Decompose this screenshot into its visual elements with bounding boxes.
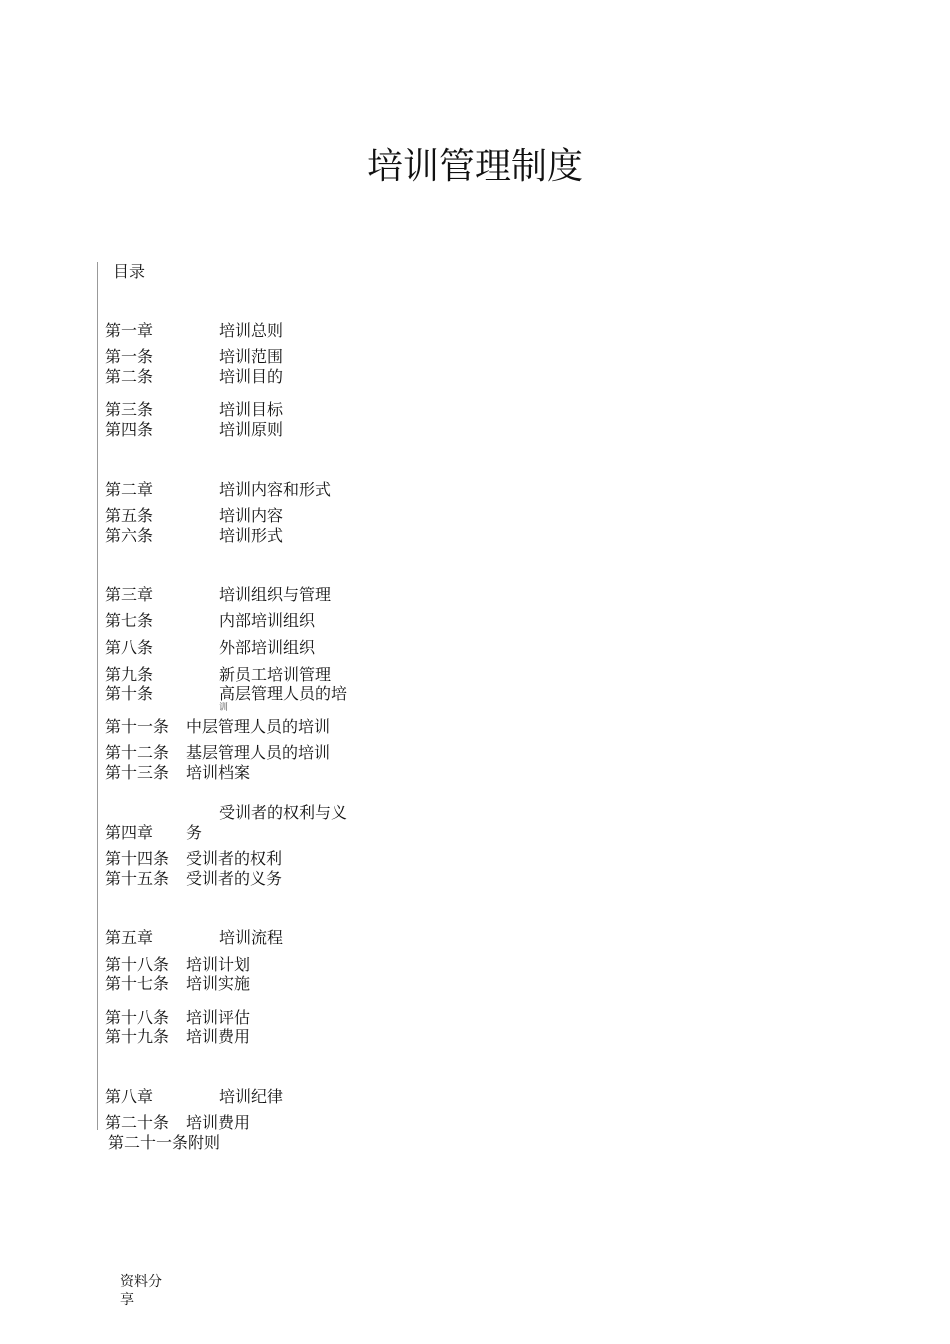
toc-article-title: 高层管理人员的培 — [219, 684, 348, 703]
toc-article-number: 第十四条 — [105, 849, 170, 868]
toc-article-title: 培训原则 — [219, 420, 284, 439]
toc-article-title: 培训形式 — [219, 526, 284, 545]
toc-article-title-overflow: 训 — [219, 703, 229, 713]
toc-article-title: 附则 — [188, 1133, 221, 1152]
toc-article-title: 受训者的义务 — [186, 869, 283, 888]
document-title: 培训管理制度 — [366, 146, 583, 187]
toc-article-number: 第十八条 — [105, 1008, 170, 1027]
toc-article-number: 第五条 — [105, 506, 154, 525]
toc-article-title: 培训计划 — [186, 955, 251, 974]
toc-article-title: 培训目的 — [219, 367, 284, 386]
toc-chapter-number: 第五章 — [105, 928, 154, 947]
page-footer — [120, 1273, 162, 1309]
toc-chapter-title: 培训总则 — [219, 321, 284, 340]
toc-chapter-title: 培训流程 — [219, 928, 284, 947]
toc-heading: 目录 — [113, 262, 146, 281]
toc-article-number: 第十七条 — [105, 974, 170, 993]
toc-article-number: 第三条 — [105, 400, 154, 419]
toc-margin-rule — [97, 262, 98, 1130]
toc-article-title: 外部培训组织 — [219, 638, 316, 657]
toc-chapter-title: 受训者的权利与义 — [219, 803, 348, 822]
toc-article-number: 第九条 — [105, 665, 154, 684]
toc-article-number: 第八条 — [105, 638, 154, 657]
toc-article-title: 培训费用 — [186, 1027, 251, 1046]
toc-article-title: 培训范围 — [219, 347, 284, 366]
toc-chapter-number: 第八章 — [105, 1087, 154, 1106]
toc-article-title: 培训目标 — [219, 400, 284, 419]
footer-line: 享 — [120, 1292, 134, 1308]
toc-article-number: 第七条 — [105, 611, 154, 630]
toc-article-title: 内部培训组织 — [219, 611, 316, 630]
toc-article-title: 中层管理人员的培训 — [186, 717, 331, 736]
toc-article-title: 培训内容 — [219, 506, 284, 525]
toc-article-title: 基层管理人员的培训 — [186, 743, 331, 762]
toc-article-number: 第二十一条 — [108, 1133, 189, 1152]
toc-article-title: 培训档案 — [186, 763, 251, 782]
footer-line: 资料分 — [120, 1274, 162, 1290]
toc-article-number: 第十五条 — [105, 869, 170, 888]
toc-article-title: 新员工培训管理 — [219, 665, 332, 684]
toc-article-title: 培训费用 — [186, 1113, 251, 1132]
toc-chapter-title: 培训纪律 — [219, 1087, 284, 1106]
toc-article-number: 第十一条 — [105, 717, 170, 736]
toc-article-number: 第十八条 — [105, 955, 170, 974]
toc-article-title: 培训评估 — [186, 1008, 251, 1027]
toc-article-number: 第二条 — [105, 367, 154, 386]
toc-article-number: 第六条 — [105, 526, 154, 545]
toc-article-number: 第十条 — [105, 684, 154, 703]
toc-article-number: 第四条 — [105, 420, 154, 439]
toc-article-title: 培训实施 — [186, 974, 251, 993]
toc-article-title: 受训者的权利 — [186, 849, 283, 868]
toc-chapter-title-continuation: 务 — [186, 823, 203, 842]
toc-chapter-number: 第二章 — [105, 480, 154, 499]
toc-article-number: 第十三条 — [105, 763, 170, 782]
toc-article-number: 第十二条 — [105, 743, 170, 762]
toc-article-number: 第十九条 — [105, 1027, 170, 1046]
toc-chapter-number: 第三章 — [105, 585, 154, 604]
toc-chapter-title: 培训组织与管理 — [219, 585, 332, 604]
toc-chapter-number: 第四章 — [105, 823, 154, 842]
toc-article-number: 第一条 — [105, 347, 154, 366]
toc-chapter-title: 培训内容和形式 — [219, 480, 332, 499]
toc-chapter-number: 第一章 — [105, 321, 154, 340]
toc-article-number: 第二十条 — [105, 1113, 170, 1132]
